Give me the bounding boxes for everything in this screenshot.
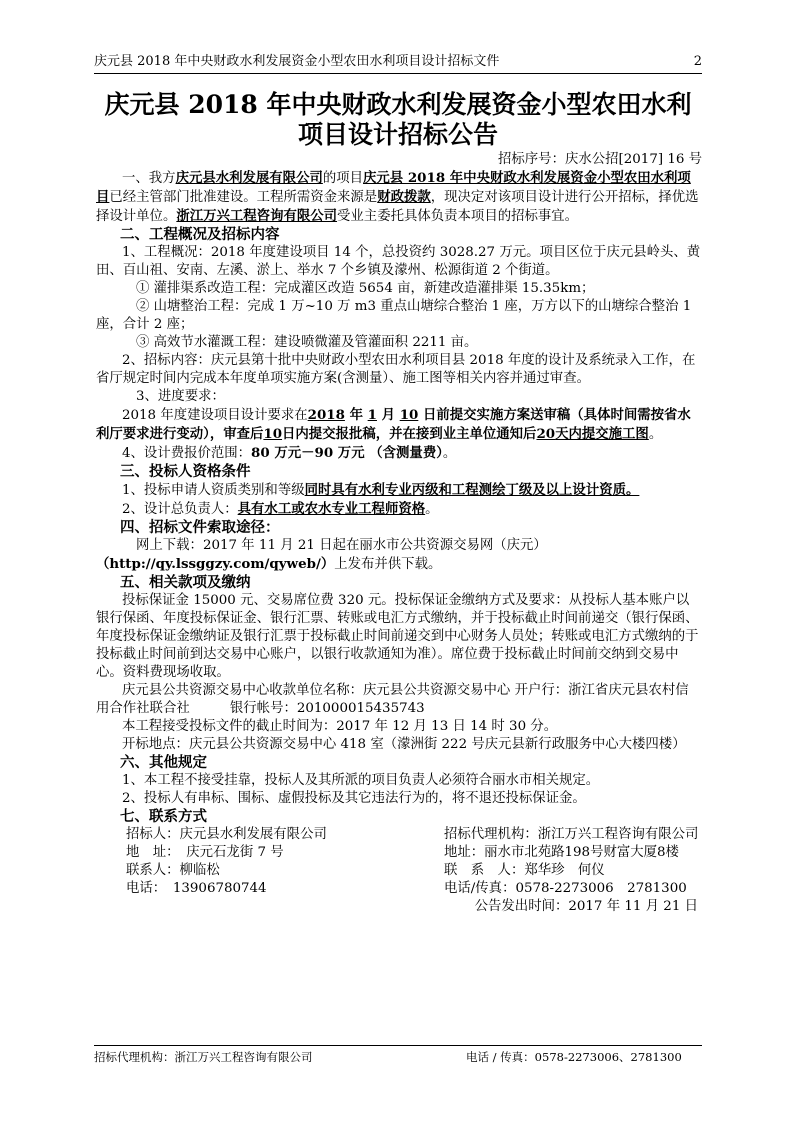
page-number: 2 — [693, 54, 702, 69]
sched-text-c: 月 — [376, 407, 400, 423]
contact-tenderer: 招标人：庆元县水利发展有限公司 — [126, 827, 327, 842]
footer-phone: 电话 / 传真：0578-2273006、2781300 — [466, 1050, 682, 1064]
contact-row-3 — [96, 862, 702, 880]
contact-row-4 — [96, 880, 702, 898]
s2-sub-3: ③ 高效节水灌溉工程：建设喷微灌及管灌面积 2211 亩。 — [136, 335, 478, 350]
sched-days-2: 20 — [536, 426, 556, 442]
sched-year: 2018 — [307, 407, 345, 423]
contact-row-1 — [96, 826, 702, 844]
designer-label: 2、设计总负责人： — [122, 502, 238, 517]
project-name: 庆元县 2018 年中央财政水利发展资金小型农田水利项目 — [96, 170, 691, 205]
sched-text-a: 2018 年度建设项目设计要求在 — [122, 408, 308, 423]
title-line-2: 项目设计招标公告 — [297, 120, 498, 149]
contact-agency: 招标代理机构：浙江万兴工程咨询有限公司 — [444, 827, 699, 842]
section-2-heading: 二、工程概况及招标内容 — [120, 226, 280, 243]
title-line-1: 庆元县 2018 年中央财政水利发展资金小型农田水利 — [104, 90, 692, 119]
designer-end: 。 — [425, 502, 439, 517]
page-header — [94, 53, 702, 74]
section-4-heading: 四、招标文件索取途径： — [120, 519, 280, 536]
sched-text-b: 年 — [344, 407, 368, 423]
contact-agency-phone: 电话/传真：0578-2273006 2781300 — [444, 881, 687, 896]
s3-item-1 — [96, 481, 702, 500]
intro-text-c: 已经主管部门批准建设。工程所需资金来源是 — [109, 190, 378, 205]
contact-phone: 电话： 13906780744 — [126, 881, 267, 896]
s2-sub-1: ① 灌排渠系改造工程：完成灌区改造 5654 亩，新建改造灌排渠 15.35km； — [136, 281, 595, 296]
contact-person: 联系人：柳临松 — [126, 863, 220, 878]
section-3-heading: 三、投标人资格条件 — [120, 463, 251, 480]
s3-item-2 — [96, 500, 702, 519]
intro-text-a: 一、我方 — [122, 171, 176, 186]
contact-row-2 — [96, 844, 702, 862]
sched-days: 10 — [263, 426, 283, 442]
s2-item-1: 1、工程概况：2018 年度建设项目 14 个，总投资约 3028.27 万元。项目区位于庆元县岭头、黄田、百山祖、安南、左溪、淤上、举水 7 个乡镇及濛州、松源街道 2 个街道。 — [96, 245, 701, 278]
fee-range: 80 万元－90 万元 （含测量费） — [251, 445, 443, 461]
s4-text-end: 上发布并供下载。 — [334, 557, 442, 572]
s2-item-2: 2、招标内容：庆元县第十批中央财政小型农田水利项目县 2018 年度的设计及系统录入工作，在省厅规定时间内完成本年度单项实施方案(含测量）、施工图等相关内容并通过审查。 — [96, 353, 696, 386]
bank-account: 银行帐号：201000015435743 — [229, 701, 425, 716]
sched-month: 1 — [367, 407, 377, 423]
s5-deposit: 投标保证金 15000 元、交易席位费 320 元。投标保证金缴纳方式及要求：从投标人基本账户以银行保函、年度投标保证金、银行汇票、转账或电汇方式缴纳，并于投标截止时间前递交（银行保函、年度投标保证金缴纳证及银行汇票于投标截止时间前递交到中心财务人员处；转账或电汇方式缴纳的于投标截止时间前到达交易中心账户，以银行收款通知为准）。席位费于投标截止时间前交纳到交易中心。资料费现场收取。 — [96, 593, 699, 680]
qual-requirement: 同时具有水利专业丙级和工程测绘丁级及以上设计资质。 — [304, 482, 640, 498]
s5-venue: 开标地点：庆元县公共资源交易中心 418 室（濛洲街 222 号庆元县新行政服务中心大楼四楼） — [122, 737, 686, 752]
fund-source: 财政拨款 — [377, 189, 431, 205]
intro-text-e: 受业主委托具体负责本项目的招标事宜。 — [337, 209, 579, 224]
intro-paragraph — [96, 169, 702, 226]
document-title — [94, 90, 702, 150]
s4-download: 网上下载：2017 年 11 月 21 日起在丽水市公共资源交易网（庆元） — [136, 538, 547, 553]
fee-label: 4、设计费报价范围： — [122, 446, 252, 461]
owner-name: 庆元县水利发展有限公司 — [175, 170, 323, 186]
publish-date: 公告发出时间：2017 年 11 月 21 日 — [474, 899, 698, 914]
sched-text-d: 日前提交实施方案送审稿（具体时间需按省水利厅要求进行变动），审查后 — [96, 407, 691, 442]
download-url-link[interactable]: （http://qy.lssggzy.com/qyweb/） — [96, 556, 335, 572]
qual-label: 1、投标申请人资质类别和等级 — [122, 483, 305, 498]
s5-deadline: 本工程接受投标文件的截止时间为：2017 年 12 月 13 日 14 时 30 分。 — [122, 719, 558, 734]
contact-agency-address: 地址：丽水市北苑路198号财富大厦8楼 — [444, 845, 679, 860]
s2-item-3: 3、进度要求： — [136, 389, 225, 404]
contact-agency-person: 联 系 人：郑华珍 何仪 — [444, 863, 605, 878]
footer-agency: 招标代理机构：浙江万兴工程咨询有限公司 — [94, 1050, 313, 1064]
s6-item-2: 2、投标人有串标、围标、虚假投标及其它违法行为的，将不退还投标保证金。 — [122, 791, 586, 806]
section-6-heading: 六、其他规定 — [120, 754, 207, 771]
s5-bank — [96, 682, 702, 718]
s6-item-1: 1、本工程不接受挂靠，投标人及其所派的项目负责人必须符合丽水市相关规定。 — [122, 773, 600, 788]
tender-serial: 招标序号：庆水公招[2017] 16 号 — [498, 152, 702, 167]
sched-day: 10 — [399, 407, 419, 423]
s4-url-line — [96, 555, 702, 574]
section-5-heading: 五、相关款项及缴纳 — [120, 574, 251, 591]
agent-name: 浙江万兴工程咨询有限公司 — [176, 208, 338, 224]
intro-text-b: 的项目 — [322, 171, 364, 186]
intro-text-d: ，现决定对该项目设计进行公开招标，择优选择设计单位。 — [96, 190, 699, 224]
contact-address: 地 址： 庆元石龙街 7 号 — [126, 845, 284, 860]
header-doc-title: 庆元县 2018 年中央财政水利发展资金小型农田水利项目设计招标文件 — [94, 54, 500, 69]
sched-text-f: 天内提交施工图 — [555, 426, 649, 442]
fee-end: 。 — [442, 446, 457, 461]
bank-payee: 庆元县公共资源交易中心收款单位名称：庆元县公共资源交易中心 开户行：浙江省庆元县农村信用合作社联合社 — [96, 683, 689, 716]
page-footer — [94, 1045, 702, 1066]
document-body — [96, 151, 702, 916]
sched-text-g: 。 — [648, 427, 663, 442]
s2-sub-2: ② 山塘整治工程：完成 1 万~10 万 m3 重点山塘综合整治 1 座，万方以下的山塘综合整治 1 座，合计 2 座； — [96, 299, 692, 332]
sched-text-e: 日内提交报批稿，并在接到业主单位通知后 — [282, 426, 537, 442]
designer-requirement: 具有水工或农水专业工程师资格 — [237, 501, 426, 517]
s2-item-4 — [96, 444, 702, 463]
section-7-heading: 七、联系方式 — [120, 808, 207, 825]
schedule-paragraph — [96, 406, 702, 444]
